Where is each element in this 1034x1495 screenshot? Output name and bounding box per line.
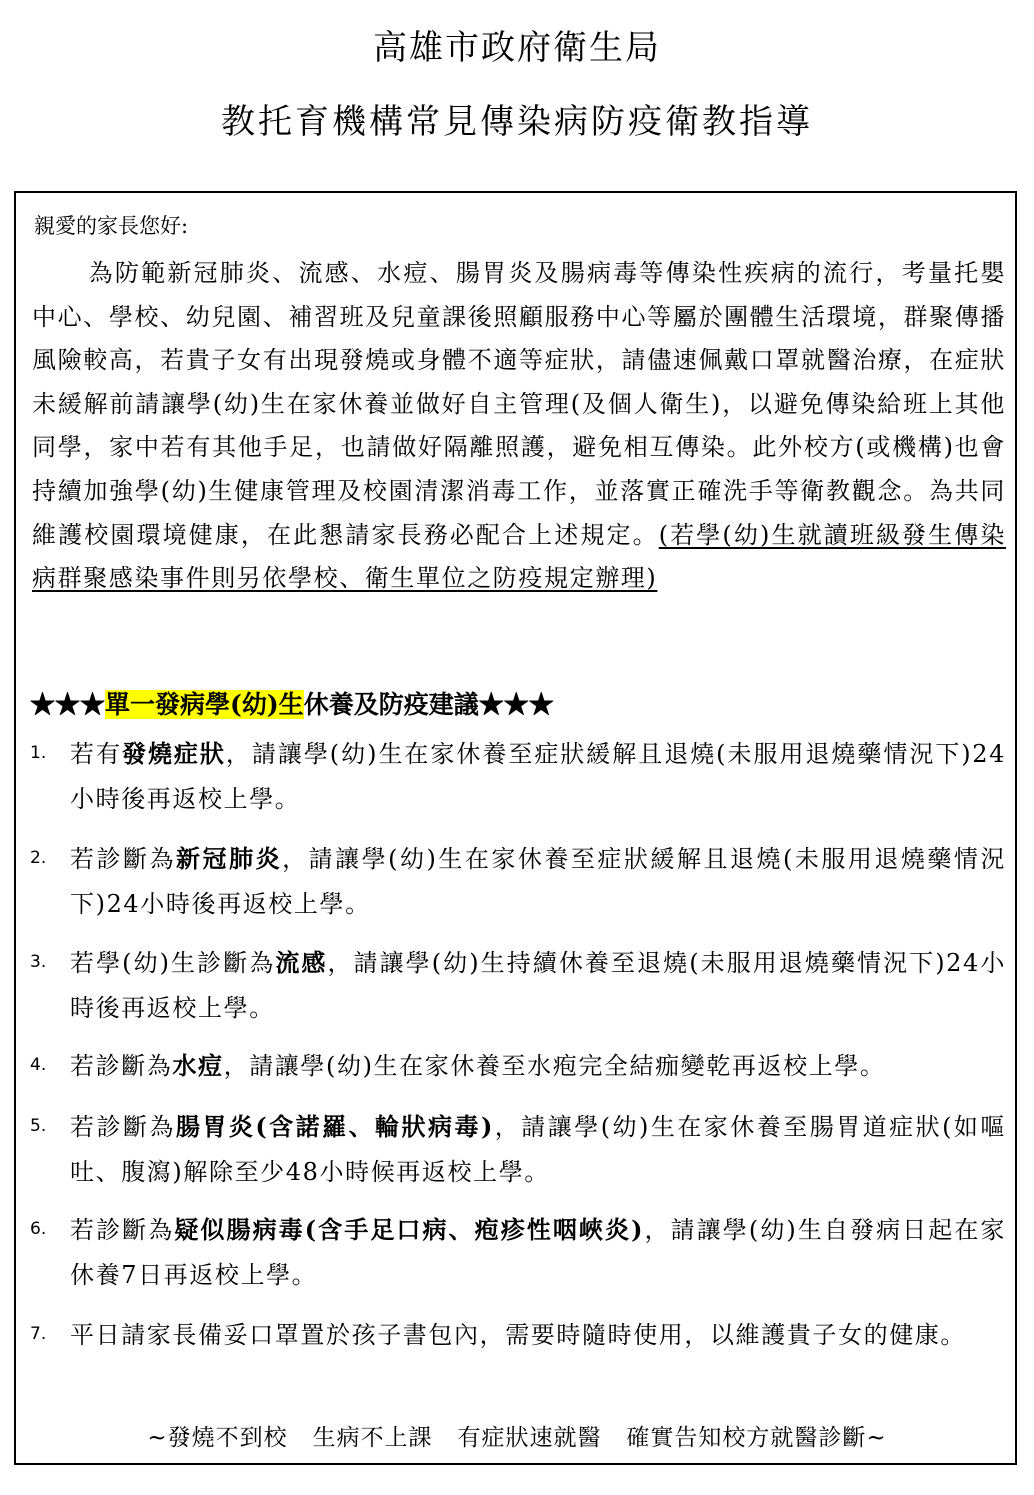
- item-text: 若診斷為: [70, 1216, 175, 1244]
- greeting: 親愛的家長您好:: [34, 214, 189, 238]
- item-number: 6.: [30, 1219, 47, 1239]
- item-text: ，請讓學(幼)生自發病日起在家休養7日再返校上學。: [70, 1216, 1006, 1289]
- section-heading: [30, 685, 554, 725]
- list-item: [30, 1207, 1006, 1298]
- item-text: 平日請家長備妥口罩置於孩子書包內，需要時隨時使用，以維護貴子女的健康。: [70, 1321, 966, 1349]
- item-number: 2.: [30, 848, 47, 868]
- item-number: 7.: [30, 1324, 47, 1344]
- heading-rest: 休養及防疫建議: [303, 690, 479, 719]
- item-text: 若有: [70, 740, 122, 768]
- item-text: 若診斷為: [70, 1113, 176, 1141]
- item-text: ，請讓學(幼)生在家休養至水疱完全結痂變乾再返校上學。: [223, 1052, 886, 1080]
- list-item: [30, 1312, 1006, 1358]
- page-title: 高雄市政府衛生局: [373, 28, 661, 68]
- item-keyword: 流感: [275, 948, 328, 977]
- item-text: 若診斷為: [70, 845, 177, 873]
- item-keyword: 新冠肺炎: [176, 844, 283, 873]
- item-keyword: 疑似腸病毒(含手足口病、疱疹性咽峽炎): [174, 1215, 645, 1244]
- item-text: ，請讓學(幼)生在家休養至腸胃道症狀(如嘔吐、腹瀉)解除至少48小時候再返校上學。: [70, 1113, 1006, 1186]
- list-item: [30, 940, 1006, 1031]
- item-text: 若診斷為: [70, 1052, 173, 1080]
- item-text: 若學(幼)生診斷為: [70, 949, 276, 977]
- page-subtitle: 教托育機構常見傳染病防疫衛教指導: [221, 102, 813, 142]
- heading-highlight: 單一發病學(幼)生: [105, 690, 304, 719]
- item-text: ，請讓學(幼)生在家休養至症狀緩解且退燒(未服用退燒藥情況下)24小時後再返校上學。: [70, 845, 1007, 918]
- item-keyword: 腸胃炎(含諾羅、輪狀病毒): [175, 1112, 494, 1141]
- slogan: ~發燒不到校 生病不上課 有症狀速就醫 確實告知校方就醫診斷~: [147, 1425, 887, 1451]
- item-keyword: 水痘: [172, 1051, 224, 1080]
- item-number: 4.: [30, 1055, 47, 1075]
- item-text: ，請讓學(幼)生持續休養至退燒(未服用退燒藥情況下)24小時後再返校上學。: [70, 949, 1006, 1022]
- item-number: 5.: [30, 1116, 47, 1136]
- intro-paragraph: [32, 252, 1006, 601]
- list-item: [30, 1043, 1006, 1089]
- item-number: 3.: [30, 952, 47, 972]
- stars-left: ★★★: [30, 690, 106, 719]
- list-item: [30, 731, 1006, 822]
- intro-note: (若學(幼)生就讀班級發生傳染病群聚感染事件則另依學校、衛生單位之防疫規定辦理): [32, 520, 1006, 593]
- list-item: [30, 1104, 1006, 1195]
- item-number: 1.: [30, 743, 47, 763]
- stars-right: ★★★: [478, 690, 554, 719]
- item-text: ，請讓學(幼)生在家休養至症狀緩解且退燒(未服用退燒藥情況下)24小時後再返校上學。: [70, 740, 1007, 813]
- item-keyword: 發燒症狀: [121, 739, 226, 768]
- intro-body: 為防範新冠肺炎、流感、水痘、腸胃炎及腸病毒等傳染性疾病的流行，考量托嬰中心、學校、幼兒園、補習班及兒童課後照顧服務中心等屬於團體生活環境，群聚傳播風險較高，若貴子女有出現發燒或身體不適等症狀，請儘速佩戴口罩就醫治療，在症狀未緩解前請讓學(幼)生在家休養並做好自主管理(及個人衛生)，以避免傳染給班上其他同學，家中若有其他手足，也請做好隔離照護，避免相互傳染。此外校方(或機構)也會持續加強學(幼)生健康管理及校園清潔消毒工作，並落實正確洗手等衛教觀念。為共同維護校園環境健康，在此懇請家長務必配合上述規定。: [32, 259, 1006, 549]
- list-item: [30, 836, 1006, 927]
